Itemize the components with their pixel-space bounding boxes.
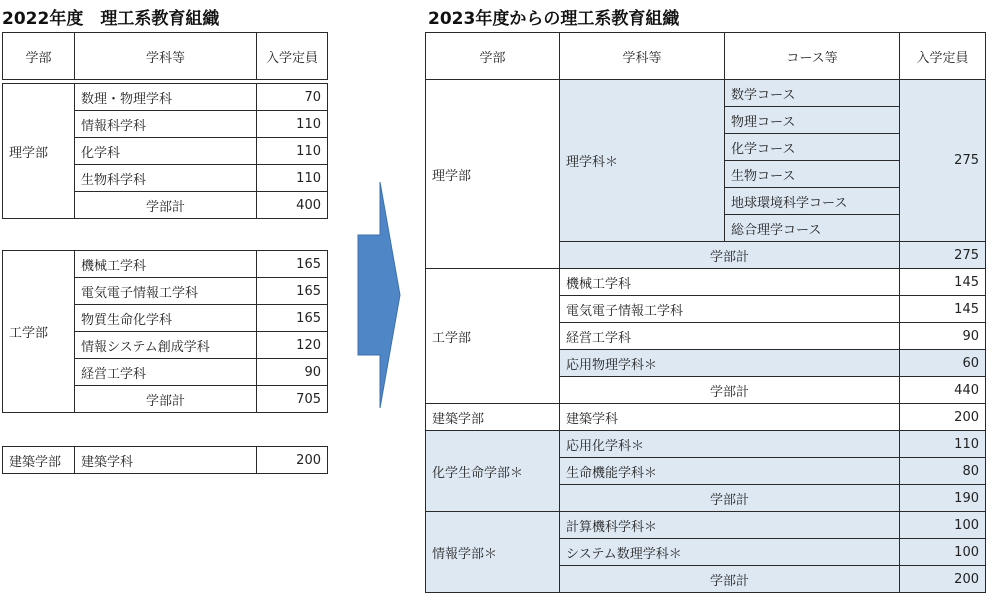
faculty-cell: 建築学部	[426, 404, 560, 431]
table-row	[3, 84, 328, 111]
header-course: コース等	[725, 33, 900, 80]
dept-cell: 建築学科	[560, 404, 900, 431]
header-dept: 学科等	[75, 33, 257, 80]
capacity-cell: 120	[257, 332, 328, 359]
subtotal-value: 275	[900, 242, 986, 269]
right-table	[425, 32, 986, 593]
dept-cell: 情報システム創成学科	[75, 332, 257, 359]
capacity-cell: 200	[257, 447, 328, 474]
capacity-cell: 100	[900, 512, 986, 539]
transition-arrow-icon	[352, 180, 404, 410]
header-dept: 学科等	[560, 33, 725, 80]
capacity-cell: 165	[257, 305, 328, 332]
left-title: 2022年度 理工系教育組織	[2, 9, 220, 29]
capacity-cell: 110	[257, 111, 328, 138]
dept-cell: 経営工学科	[560, 323, 900, 350]
subtotal-label: 学部計	[560, 485, 900, 512]
subtotal-label: 学部計	[560, 377, 900, 404]
dept-cell: 電気電子情報工学科	[560, 296, 900, 323]
dept-cell: 経営工学科	[75, 359, 257, 386]
dept-cell: 応用物理学科＊	[560, 350, 900, 377]
table-row	[426, 404, 986, 431]
subtotal-value: 200	[900, 566, 986, 593]
table-row	[3, 447, 328, 474]
left-architecture-table	[2, 446, 328, 474]
header-faculty: 学部	[3, 33, 75, 80]
dept-cell: システム数理学科＊	[560, 539, 900, 566]
faculty-cell: 工学部	[426, 269, 560, 404]
dept-cell: 生命機能学科＊	[560, 458, 900, 485]
table-row	[3, 251, 328, 278]
left-engineering-table	[2, 250, 328, 413]
table-row	[426, 80, 986, 107]
capacity-cell: 200	[900, 404, 986, 431]
course-cell: 地球環境科学コース	[725, 188, 900, 215]
table-row	[426, 512, 986, 539]
subtotal-label: 学部計	[560, 566, 900, 593]
left-science-table	[2, 83, 328, 219]
capacity-cell: 90	[257, 359, 328, 386]
capacity-cell: 110	[900, 431, 986, 458]
course-cell: 化学コース	[725, 134, 900, 161]
dept-cell: 生物科学科	[75, 165, 257, 192]
dept-cell: 計算機科学科＊	[560, 512, 900, 539]
subtotal-value: 400	[257, 192, 328, 219]
table-row	[426, 431, 986, 458]
faculty-cell: 工学部	[3, 251, 75, 413]
capacity-cell: 110	[257, 138, 328, 165]
course-cell: 生物コース	[725, 161, 900, 188]
course-cell: 総合理学コース	[725, 215, 900, 242]
capacity-cell: 165	[257, 251, 328, 278]
left-header-table	[2, 32, 328, 80]
table-row	[426, 269, 986, 296]
capacity-cell: 110	[257, 165, 328, 192]
dept-cell: 電気電子情報工学科	[75, 278, 257, 305]
subtotal-label: 学部計	[560, 242, 900, 269]
capacity-cell: 90	[900, 323, 986, 350]
faculty-cell: 建築学部	[3, 447, 75, 474]
dept-cell: 数理・物理学科	[75, 84, 257, 111]
course-cell: 物理コース	[725, 107, 900, 134]
faculty-cell: 理学部	[3, 84, 75, 219]
capacity-cell: 145	[900, 296, 986, 323]
header-capacity: 入学定員	[900, 33, 986, 80]
faculty-cell: 情報学部＊	[426, 512, 560, 593]
faculty-cell: 理学部	[426, 80, 560, 269]
capacity-cell: 80	[900, 458, 986, 485]
subtotal-label: 学部計	[75, 386, 257, 413]
capacity-cell: 70	[257, 84, 328, 111]
subtotal-label: 学部計	[75, 192, 257, 219]
dept-cell: 情報科学科	[75, 111, 257, 138]
header-capacity: 入学定員	[257, 33, 328, 80]
capacity-cell: 60	[900, 350, 986, 377]
capacity-cell: 165	[257, 278, 328, 305]
dept-cell: 建築学科	[75, 447, 257, 474]
dept-cell: 理学科＊	[560, 80, 725, 242]
capacity-cell: 275	[900, 80, 986, 242]
course-cell: 数学コース	[725, 80, 900, 107]
subtotal-value: 190	[900, 485, 986, 512]
right-title: 2023年度からの理工系教育組織	[428, 9, 680, 29]
capacity-cell: 145	[900, 269, 986, 296]
subtotal-value: 440	[900, 377, 986, 404]
dept-cell: 機械工学科	[75, 251, 257, 278]
capacity-cell: 100	[900, 539, 986, 566]
header-faculty: 学部	[426, 33, 560, 80]
dept-cell: 機械工学科	[560, 269, 900, 296]
faculty-cell: 化学生命学部＊	[426, 431, 560, 512]
subtotal-value: 705	[257, 386, 328, 413]
dept-cell: 化学科	[75, 138, 257, 165]
dept-cell: 物質生命化学科	[75, 305, 257, 332]
dept-cell: 応用化学科＊	[560, 431, 900, 458]
